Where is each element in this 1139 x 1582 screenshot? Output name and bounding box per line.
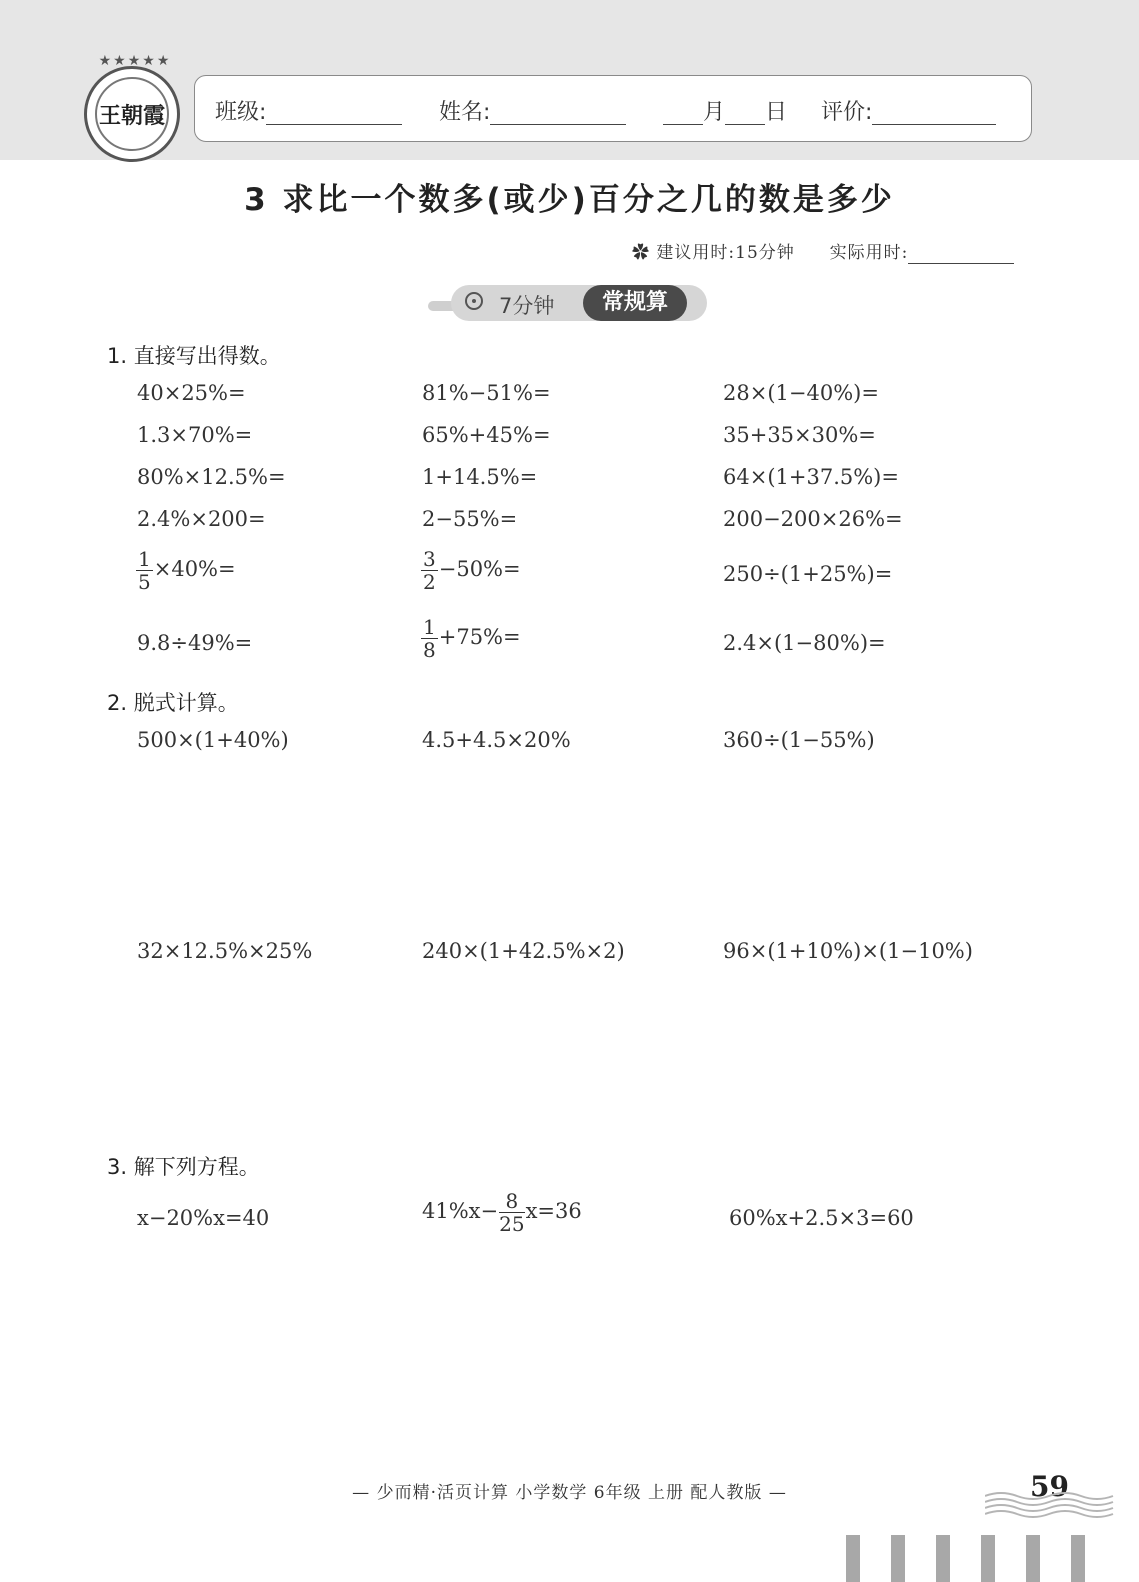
actual-time-blank[interactable] [908, 245, 1014, 264]
suggested-time: 建议用时:15分钟 [656, 243, 795, 263]
fraction-denominator: 5 [138, 570, 151, 594]
fraction [421, 616, 438, 661]
problem-2-1: 500×(1+40%) [137, 728, 289, 752]
flower-icon: ✿ [632, 243, 650, 263]
expression-rest: +75%= [438, 625, 521, 649]
section1-heading: 1. 直接写出得数。 [107, 344, 281, 368]
problem-1-2: 81%−51%= [422, 381, 551, 405]
evaluation-label: 评价: [821, 100, 873, 125]
name-blank[interactable] [490, 102, 626, 125]
decorative-bars [846, 1535, 1096, 1582]
equation-2 [422, 1190, 582, 1235]
equation-1: x−20%x=40 [137, 1206, 270, 1230]
problem-1-5: 65%+45%= [422, 423, 551, 447]
decorative-waves [985, 1482, 1115, 1522]
timer-ribbon [451, 285, 707, 321]
problem-1-13 [135, 548, 236, 593]
evaluation-field [821, 95, 996, 126]
fraction [136, 548, 153, 593]
problem-2-4: 32×12.5%×25% [137, 939, 313, 963]
footer-text: — 少而精·活页计算 小学数学 6年级 上册 配人教版 — [352, 1483, 787, 1503]
ribbon-tag: 常规算 [583, 285, 687, 321]
problem-1-10: 2.4%×200= [137, 507, 266, 531]
student-info-box [194, 75, 1032, 142]
class-blank[interactable] [266, 102, 402, 125]
problem-1-18: 2.4×(1−80%)= [723, 631, 886, 655]
fraction-denominator: 25 [499, 1212, 525, 1236]
fraction-numerator: 8 [499, 1190, 524, 1213]
section2-heading: 2. 脱式计算。 [107, 691, 239, 715]
problem-1-9: 64×(1+37.5%)= [723, 465, 899, 489]
problem-2-3: 360÷(1−55%) [723, 728, 875, 752]
class-label: 班级: [215, 100, 267, 125]
fraction-denominator: 2 [423, 570, 436, 594]
problem-1-8: 1+14.5%= [422, 465, 538, 489]
equation-3: 60%x+2.5×3=60 [729, 1206, 914, 1230]
fraction-numerator: 1 [138, 547, 151, 571]
fraction-denominator: 8 [423, 638, 436, 662]
day-label: 日 [765, 100, 788, 125]
name-label: 姓名: [439, 100, 491, 125]
class-field [215, 95, 402, 126]
expression-rest: −50%= [438, 557, 521, 581]
month-label: 月 [703, 100, 726, 125]
problem-1-7: 80%×12.5%= [137, 465, 286, 489]
clock-icon [465, 292, 483, 310]
problem-2-6: 96×(1+10%)×(1−10%) [723, 939, 973, 963]
publisher-logo [84, 53, 180, 162]
evaluation-blank[interactable] [872, 102, 996, 125]
problem-1-11: 2−55%= [422, 507, 518, 531]
problem-1-4: 1.3×70%= [137, 423, 253, 447]
problem-1-15: 250÷(1+25%)= [723, 562, 893, 586]
problem-2-5: 240×(1+42.5%×2) [422, 939, 625, 963]
problem-1-12: 200−200×26%= [723, 507, 903, 531]
fraction-numerator: 3 [423, 547, 436, 571]
month-blank[interactable] [663, 102, 703, 125]
page-number: 59 [1030, 1470, 1069, 1503]
actual-time-label: 实际用时: [829, 243, 909, 263]
problem-2-2: 4.5+4.5×20% [422, 728, 571, 752]
expression-rest: ×40%= [153, 557, 236, 581]
fraction [499, 1190, 524, 1235]
problem-1-1: 40×25%= [137, 381, 246, 405]
problem-1-14 [420, 548, 521, 593]
ribbon-minutes: 7分钟 [499, 294, 555, 318]
page-title: 3 求比一个数多(或少)百分之几的数是多少 [244, 182, 895, 218]
problem-1-6: 35+35×30%= [723, 423, 876, 447]
problem-1-3: 28×(1−40%)= [723, 381, 879, 405]
equation-2-prefix: 41%x− [422, 1199, 499, 1223]
day-blank[interactable] [725, 102, 765, 125]
logo-text: 王朝霞 [98, 102, 165, 129]
timing-line [632, 238, 1014, 264]
problem-1-16: 9.8÷49%= [137, 631, 253, 655]
fraction-numerator: 1 [423, 615, 436, 639]
date-field [663, 95, 787, 126]
logo-stars: ★★★★★ [98, 53, 172, 69]
equation-2-suffix: x=36 [525, 1199, 582, 1223]
fraction [421, 548, 438, 593]
name-field [439, 95, 626, 126]
problem-1-17 [420, 616, 521, 661]
section3-heading: 3. 解下列方程。 [107, 1155, 260, 1179]
